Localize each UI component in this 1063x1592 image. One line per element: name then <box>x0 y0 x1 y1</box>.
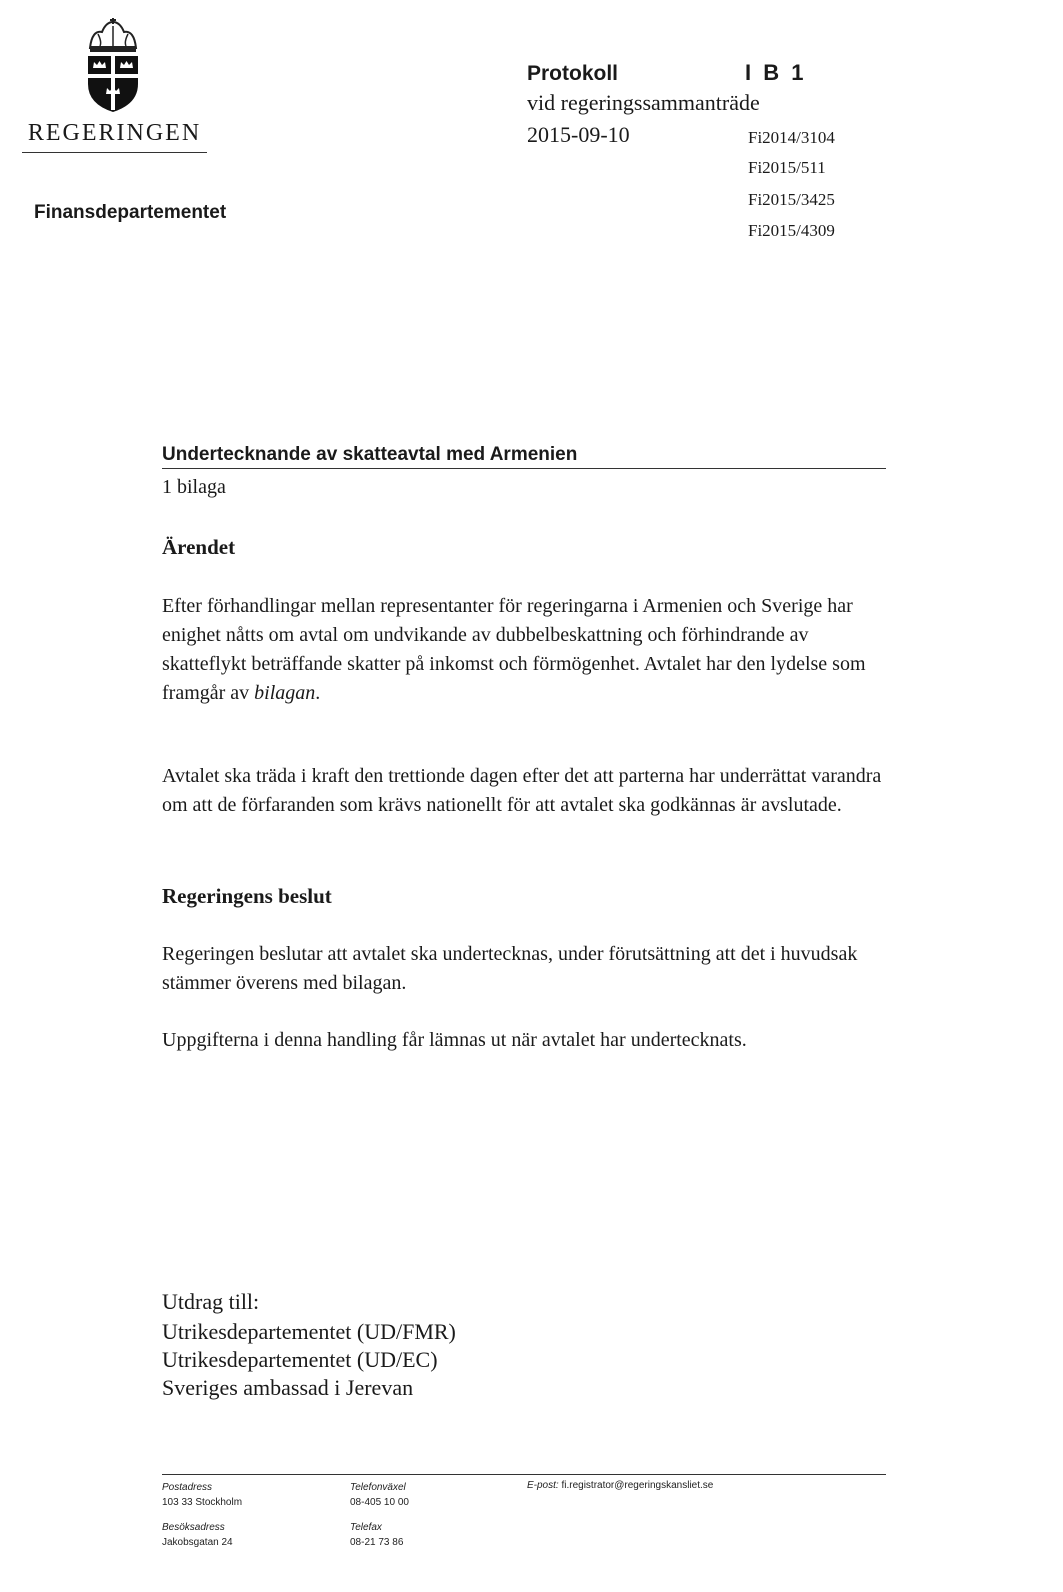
paragraph-arendet-2: Avtalet ska träda i kraft den trettionde dagen efter det att parterna har underrättat varandra om att de förfaranden som krävs nationellt för att avtalet ska godkännas är avslutade. <box>162 765 882 816</box>
footer-divider <box>162 1474 886 1475</box>
paragraph-arendet-1: Efter förhandlingar mellan representanter för regeringarna i Armenien och Sverige har enighet nåtts om avtal om undvikande av dubbelbeskattning och förhindrande av skatteflykt beträffande skatter på inkomst och förmögenhet. Avtalet har den lydelse som framgår av bilagan. <box>162 595 866 704</box>
extract-label: Utdrag till: <box>162 1289 260 1314</box>
reference-number: Fi2014/3104 <box>748 128 835 147</box>
section-heading-beslut: Regeringens beslut <box>162 884 332 908</box>
paragraph-text: Efter förhandlingar mellan representanter för regeringarna i Armenien och Sverige har enighet nåtts om avtal om undvikande av dubbelbeskattning och förhindrande av skatteflykt beträffande skatter på inkomst och förmögenhet. Avtalet har den lydelse som framgår av <box>162 595 866 704</box>
email-line <box>527 1480 713 1491</box>
reference-number: Fi2015/4309 <box>748 221 835 240</box>
phone-value: 08-405 10 00 <box>350 1497 409 1508</box>
logo-divider <box>22 152 207 153</box>
postal-address-label: Postadress <box>162 1482 213 1493</box>
document-title: Undertecknande av skatteavtal med Armenien <box>162 444 578 465</box>
document-mark: I B 1 <box>745 60 807 85</box>
reference-number: Fi2015/511 <box>748 158 826 177</box>
paragraph-beslut-2: Uppgifterna i denna handling får lämnas ut när avtalet har undertecknats. <box>162 1029 747 1051</box>
phone-label: Telefonväxel <box>350 1482 406 1493</box>
reference-number: Fi2015/3425 <box>748 190 835 209</box>
attachment-reference: bilagan <box>254 682 316 704</box>
email-label: E-post: <box>527 1480 559 1491</box>
visit-address-value: Jakobsgatan 24 <box>162 1537 233 1548</box>
fax-label: Telefax <box>350 1522 382 1533</box>
document-type: Protokoll <box>527 62 619 85</box>
title-divider <box>162 468 886 469</box>
document-date: 2015-09-10 <box>527 122 630 147</box>
section-heading-arendet: Ärendet <box>162 535 236 559</box>
attachment-note: 1 bilaga <box>162 476 226 498</box>
coat-of-arms-icon <box>80 18 146 114</box>
extract-recipient: Utrikesdepartementet (UD/EC) <box>162 1347 438 1372</box>
document-subtitle: vid regeringssammanträde <box>527 90 760 115</box>
email-value: fi.registrator@regeringskansliet.se <box>561 1480 714 1491</box>
postal-address-value: 103 33 Stockholm <box>162 1497 243 1508</box>
department-name: Finansdepartementet <box>34 202 227 223</box>
extract-recipient: Utrikesdepartementet (UD/FMR) <box>162 1319 456 1344</box>
extract-recipient: Sveriges ambassad i Jerevan <box>162 1375 414 1400</box>
logo-wordmark: REGERINGEN <box>27 120 202 146</box>
visit-address-label: Besöksadress <box>162 1522 225 1533</box>
government-logo <box>22 18 207 158</box>
paragraph-beslut-1: Regeringen beslutar att avtalet ska undertecknas, under förutsättning att det i huvudsak stämmer överens med bilagan. <box>162 943 858 994</box>
fax-value: 08-21 73 86 <box>350 1537 404 1548</box>
